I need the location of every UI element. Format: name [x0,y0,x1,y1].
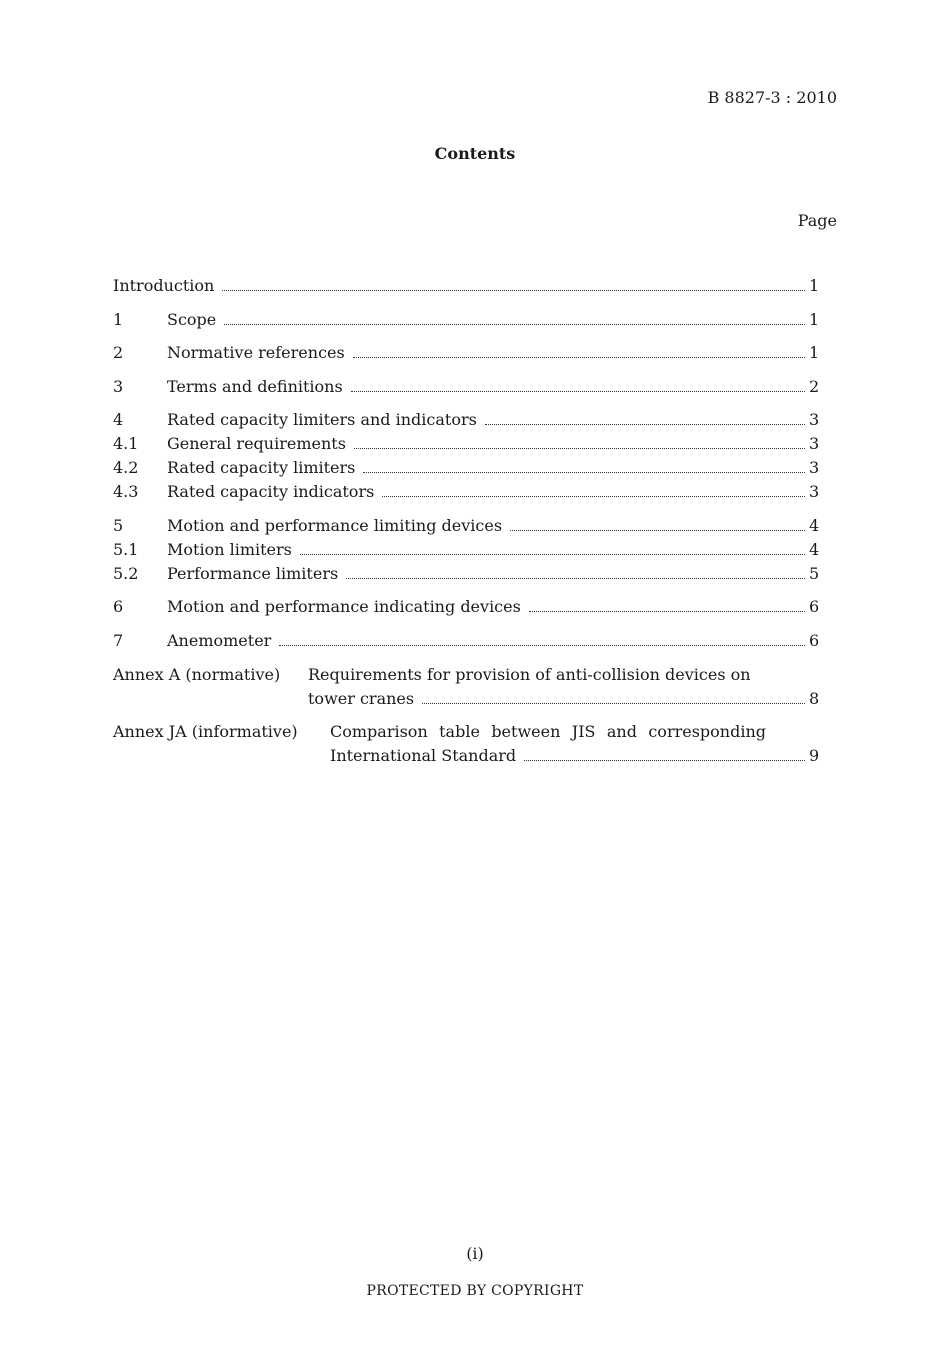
toc-number: 4.1 [113,434,139,453]
toc-row[interactable] [113,482,819,504]
toc-number: 5 [113,516,124,535]
annex-a-title-line1[interactable]: Requirements for provision of anti-collision devices on [308,665,751,684]
toc-label: Rated capacity limiters and indicators [167,410,477,429]
toc-row[interactable] [113,458,819,480]
toc-page: 4 [809,540,820,559]
toc-row[interactable] [113,434,819,456]
leader-dots [485,423,805,425]
toc-row[interactable] [113,410,819,432]
toc-page: 2 [809,377,820,396]
toc-row[interactable] [113,631,819,653]
leader-dots [353,356,805,358]
toc-number: 3 [113,377,124,396]
toc-row[interactable] [113,310,819,332]
toc-row[interactable] [113,343,819,365]
toc-label: Performance limiters [167,564,339,583]
toc-page: 1 [809,276,820,295]
leader-dots [346,577,805,579]
toc-number: 7 [113,631,124,650]
toc-page: 5 [809,564,820,583]
toc-page: 1 [809,310,820,329]
leader-dots [524,759,805,761]
standard-number: B 8827-3 : 2010 [707,88,837,107]
page-number: (i) [466,1244,484,1263]
leader-dots [222,289,805,291]
toc-number: 4 [113,410,124,429]
toc-page: 9 [809,746,820,765]
toc-number: 1 [113,310,124,329]
toc-row[interactable] [113,516,819,538]
toc-page: 3 [809,410,820,429]
toc-row[interactable] [113,540,819,562]
leader-dots [510,529,805,531]
toc-row[interactable] [113,597,819,619]
toc-page: 4 [809,516,820,535]
toc-label: General requirements [167,434,346,453]
toc-number: 4.2 [113,458,139,477]
toc-label: International Standard [330,746,517,765]
annex-ja-label: Annex JA (informative) [113,722,298,741]
toc-label: Introduction [113,276,215,295]
toc-page: 8 [809,689,820,708]
leader-dots [224,323,805,325]
toc-label: tower cranes [308,689,415,708]
toc-label: Motion and performance limiting devices [167,516,503,535]
annex-ja-title-line1[interactable]: Comparison table between JIS and corresponding [330,722,766,741]
page-title: Contents [434,144,516,163]
toc-label: Normative references [167,343,345,362]
toc-label: Scope [167,310,217,329]
toc-row[interactable] [113,377,819,399]
toc-page: 1 [809,343,820,362]
toc-label: Motion limiters [167,540,292,559]
leader-dots [363,471,805,473]
annex-a-title-line2[interactable] [308,689,819,711]
toc-page: 3 [809,458,820,477]
annex-ja-title-line2[interactable] [330,746,819,768]
leader-dots [351,390,805,392]
leader-dots [279,644,805,646]
leader-dots [382,495,805,497]
toc-page: 6 [809,597,820,616]
leader-dots [529,610,805,612]
leader-dots [422,702,805,704]
toc-label: Terms and definitions [167,377,343,396]
toc-label: Rated capacity limiters [167,458,356,477]
toc-number: 6 [113,597,124,616]
toc-number: 5.1 [113,540,139,559]
toc-number: 2 [113,343,124,362]
toc-label: Anemometer [167,631,272,650]
toc-row[interactable] [113,564,819,586]
toc-page: 3 [809,434,820,453]
leader-dots [354,447,805,449]
toc-label: Motion and performance indicating devices [167,597,521,616]
copyright-notice: PROTECTED BY COPYRIGHT [366,1283,584,1299]
page-column-label: Page [797,211,837,230]
toc-page: 3 [809,482,820,501]
leader-dots [300,553,805,555]
toc-number: 5.2 [113,564,139,583]
toc-number: 4.3 [113,482,139,501]
toc-row[interactable] [113,276,819,298]
toc-page: 6 [809,631,820,650]
annex-a-label: Annex A (normative) [113,665,281,684]
toc-label: Rated capacity indicators [167,482,375,501]
